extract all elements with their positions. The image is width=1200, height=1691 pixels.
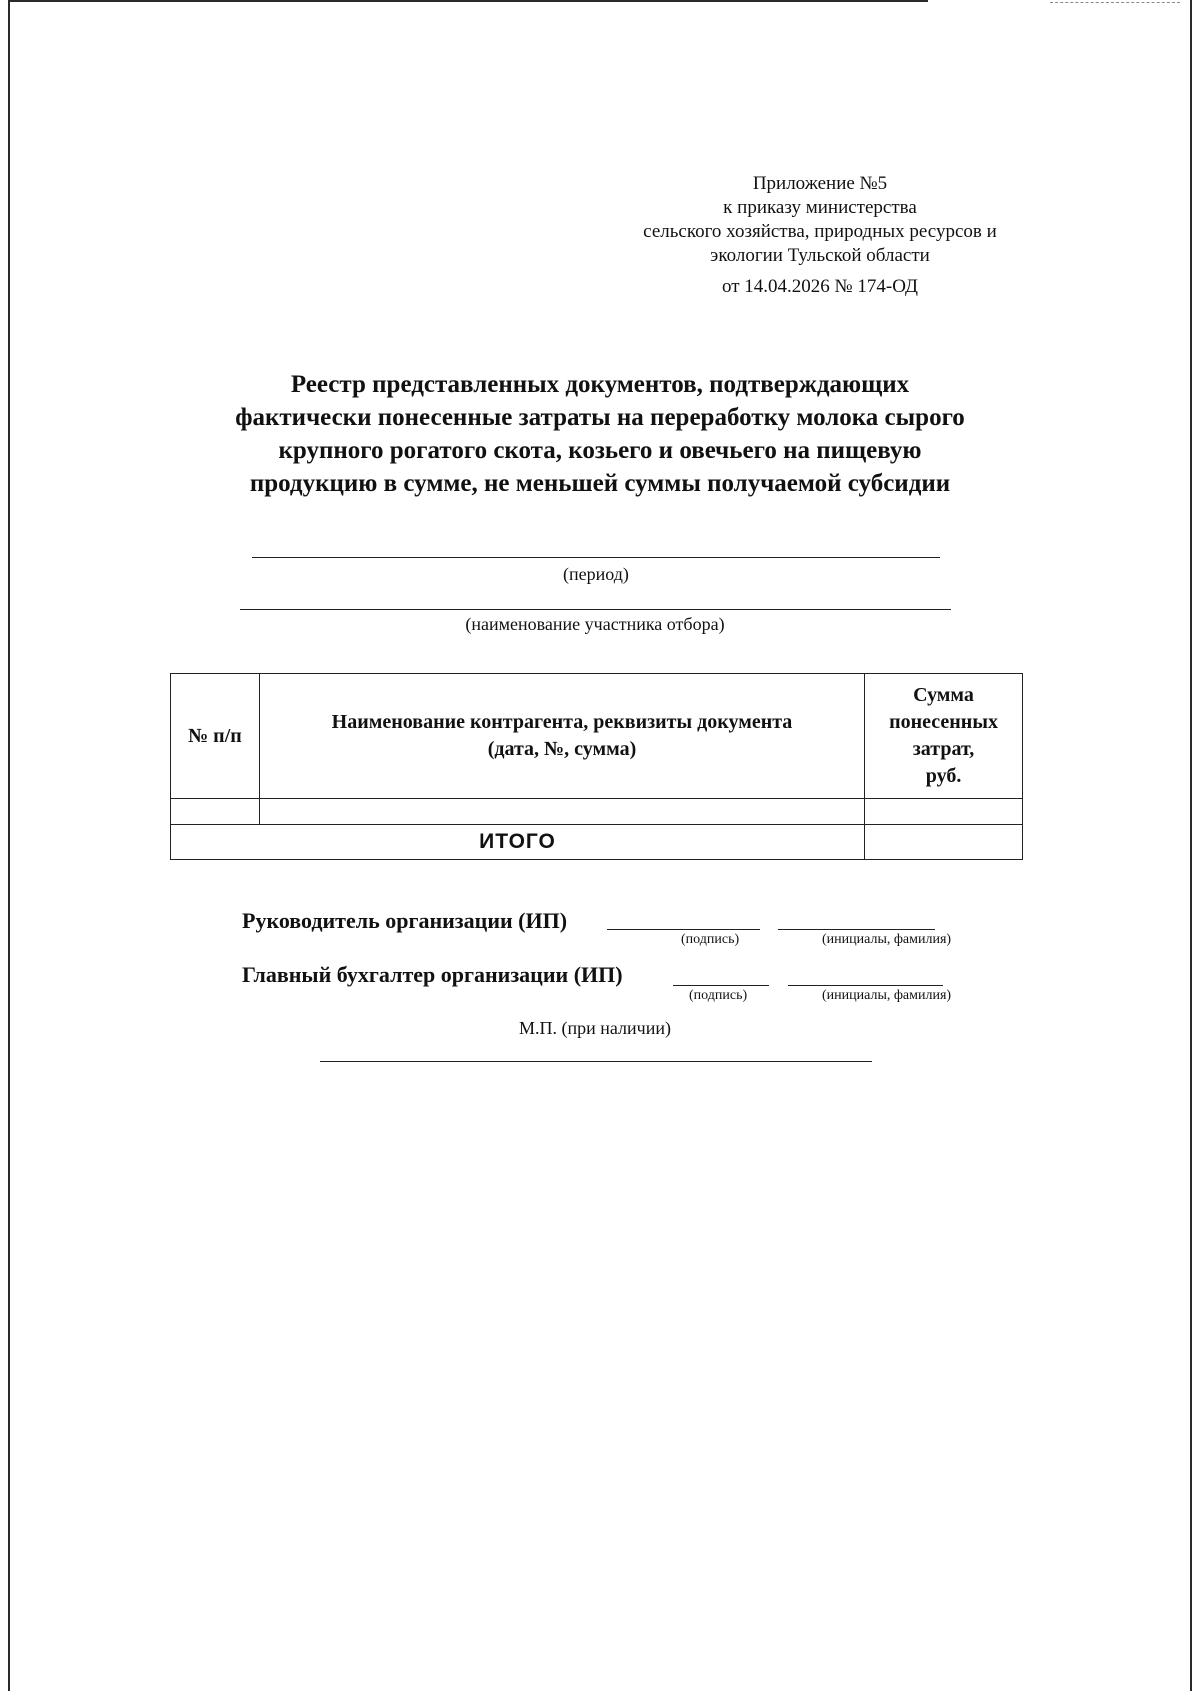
title-line-3: крупного рогатого скота, козьего и овечьего на пищевую	[278, 437, 922, 464]
header-counterparty-line-1: Наименование контрагента, реквизиты документа	[331, 711, 793, 733]
header-counterparty-line-2: (дата, №, сумма)	[487, 738, 637, 760]
header-number-label: № п/п	[188, 724, 242, 747]
head-name-line[interactable]	[778, 929, 935, 930]
total-label: ИТОГО	[171, 825, 865, 860]
header-sum-line-4: руб.	[925, 765, 962, 787]
accountant-name-caption: (инициалы, фамилия)	[822, 988, 952, 1003]
row-number-cell[interactable]	[171, 799, 260, 825]
title-line-2: фактически понесенные затраты на переработку молока сырого	[235, 404, 965, 431]
head-name-caption: (инициалы, фамилия)	[822, 932, 952, 947]
bottom-rule	[320, 1061, 872, 1062]
accountant-signature-line[interactable]	[673, 985, 769, 986]
header-sum-line-3: затрат,	[912, 738, 975, 760]
header-sum-line-1: Сумма	[913, 684, 974, 706]
accountant-signature-label: Главный бухгалтер организации (ИП)	[242, 962, 623, 987]
title-line-4: продукцию в сумме, не меньшей суммы получаемой субсидии	[249, 470, 951, 497]
attachment-ministry: сельского хозяйства, природных ресурсов и	[643, 221, 997, 242]
table-total-row	[171, 825, 1023, 860]
page-border-left	[8, 0, 10, 1691]
header-sum	[865, 674, 1023, 799]
row-sum-cell[interactable]	[865, 799, 1023, 825]
header-sum-line-2: понесенных	[889, 711, 998, 733]
page-border-top-dashed	[1050, 2, 1180, 3]
head-signature-label: Руководитель организации (ИП)	[242, 908, 568, 933]
attachment-order-date: от 14.04.2026 № 174-ОД	[722, 276, 918, 297]
stamp-note: М.П. (при наличии)	[519, 1018, 671, 1038]
document-title	[150, 368, 1050, 500]
page-border-top	[8, 0, 928, 2]
header-counterparty	[259, 674, 864, 799]
attachment-order-ref: к приказу министерства	[723, 197, 917, 218]
attachment-header	[620, 172, 1020, 299]
attachment-region: экологии Тульской области	[710, 245, 930, 266]
table-row	[171, 799, 1023, 825]
title-line-1: Реестр представленных документов, подтверждающих	[290, 371, 910, 398]
row-counterparty-cell[interactable]	[259, 799, 864, 825]
period-caption: (период)	[563, 564, 629, 584]
period-field-line[interactable]	[252, 557, 940, 558]
accountant-name-line[interactable]	[788, 985, 943, 986]
page-border-right	[1190, 0, 1192, 1691]
header-number	[171, 674, 260, 799]
attachment-number: Приложение №5	[752, 173, 888, 194]
accountant-signature-caption: (подпись)	[689, 988, 748, 1003]
head-signature-caption: (подпись)	[681, 932, 740, 947]
participant-caption: (наименование участника отбора)	[465, 614, 725, 634]
table-header-row	[171, 674, 1023, 799]
participant-field-line[interactable]	[240, 609, 951, 610]
register-table	[170, 673, 1023, 860]
head-signature-line[interactable]	[607, 929, 760, 930]
total-sum-cell[interactable]	[865, 825, 1023, 860]
